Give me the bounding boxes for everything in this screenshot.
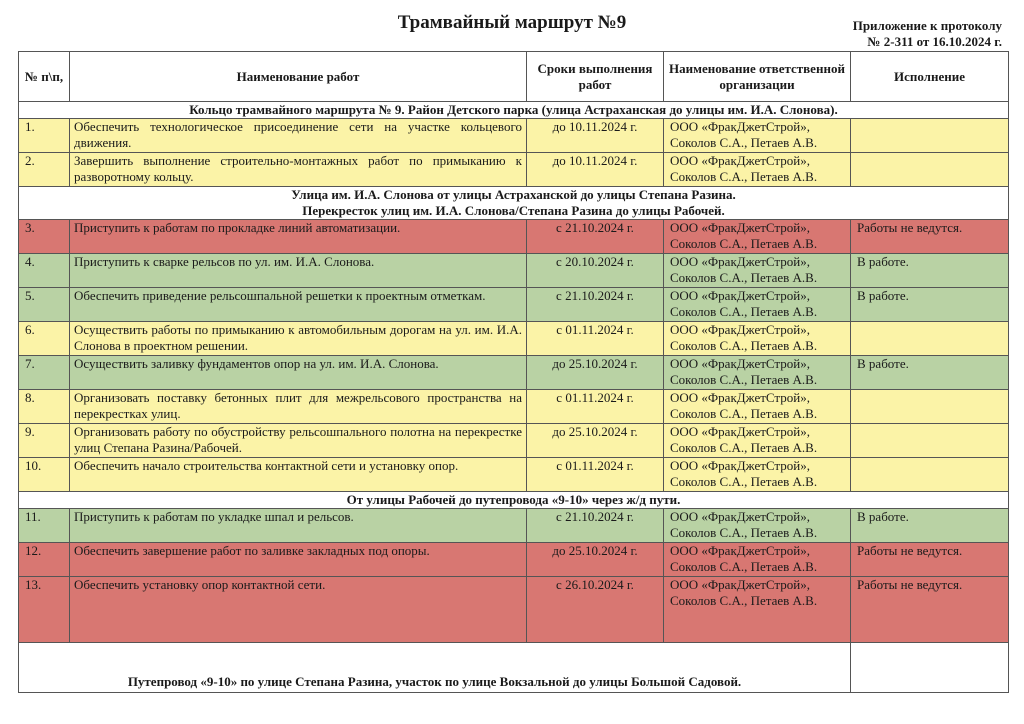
work-description: Приступить к работам по прокладке линий автоматизации. <box>70 220 527 254</box>
deadline: до 10.11.2024 г. <box>527 119 664 153</box>
work-description: Осуществить заливку фундаментов опор на ул. им. И.А. Слонова. <box>70 356 527 390</box>
responsible-org <box>664 509 851 543</box>
deadline: с 01.11.2024 г. <box>527 458 664 492</box>
responsible-org <box>664 356 851 390</box>
section-title-line: Перекресток улиц им. И.А. Слонова/Степана Разина до улицы Рабочей. <box>302 203 725 218</box>
responsible-org <box>664 254 851 288</box>
row-number: 4. <box>19 254 70 288</box>
deadline: с 20.10.2024 г. <box>527 254 664 288</box>
deadline: с 21.10.2024 г. <box>527 288 664 322</box>
row-number: 12. <box>19 543 70 577</box>
table-header-row <box>19 52 1009 102</box>
status <box>851 153 1009 187</box>
deadline: до 25.10.2024 г. <box>527 424 664 458</box>
work-description: Организовать поставку бетонных плит для межрельсового пространства на перекрестках улиц. <box>70 390 527 424</box>
row-number: 6. <box>19 322 70 356</box>
protocol-annex <box>853 18 1002 50</box>
status: В работе. <box>851 288 1009 322</box>
status: Работы не ведутся. <box>851 577 1009 643</box>
section-title-line: Улица им. И.А. Слонова от улицы Астраханской до улицы Степана Разина. <box>291 187 736 202</box>
table-row <box>19 424 1009 458</box>
org-name: ООО «ФракДжетСтрой», <box>670 577 810 592</box>
table-row <box>19 288 1009 322</box>
deadline: с 01.11.2024 г. <box>527 322 664 356</box>
responsible-org <box>664 577 851 643</box>
org-contacts: Соколов С.А., Петаев А.В. <box>670 169 818 184</box>
row-number: 10. <box>19 458 70 492</box>
table-row <box>19 254 1009 288</box>
section-title <box>19 102 1009 119</box>
org-contacts: Соколов С.А., Петаев А.В. <box>670 372 818 387</box>
responsible-org <box>664 390 851 424</box>
section-title-line: От улицы Рабочей до путепровода «9-10» через ж/д пути. <box>346 492 681 507</box>
org-name: ООО «ФракДжетСтрой», <box>670 543 810 558</box>
row-number: 8. <box>19 390 70 424</box>
status: В работе. <box>851 356 1009 390</box>
deadline: до 25.10.2024 г. <box>527 356 664 390</box>
annex-line-2: № 2-311 от 16.10.2024 г. <box>867 34 1002 49</box>
table-row <box>19 458 1009 492</box>
deadline: до 25.10.2024 г. <box>527 543 664 577</box>
work-description: Организовать работу по обустройству рельсошпального полотна на перекрестке улиц Степана Разина/Рабочей. <box>70 424 527 458</box>
deadline: с 26.10.2024 г. <box>527 577 664 643</box>
work-description: Обеспечить приведение рельсошпальной решетки к проектным отметкам. <box>70 288 527 322</box>
work-description: Обеспечить технологическое присоединение сети на участке кольцевого движения. <box>70 119 527 153</box>
work-description: Завершить выполнение строительно-монтажных работ по примыканию к разворотному кольцу. <box>70 153 527 187</box>
row-number: 11. <box>19 509 70 543</box>
org-contacts: Соколов С.А., Петаев А.В. <box>670 270 818 285</box>
work-description: Осуществить работы по примыканию к автомобильным дорогам на ул. им. И.А. Слонова в проектном решении. <box>70 322 527 356</box>
org-name: ООО «ФракДжетСтрой», <box>670 220 810 235</box>
work-description: Обеспечить завершение работ по заливке закладных под опоры. <box>70 543 527 577</box>
org-contacts: Соколов С.А., Петаев А.В. <box>670 525 818 540</box>
org-name: ООО «ФракДжетСтрой», <box>670 288 810 303</box>
table-row <box>19 509 1009 543</box>
col-header-deadline: Сроки выполнения работ <box>527 52 664 102</box>
org-contacts: Соколов С.А., Петаев А.В. <box>670 593 818 608</box>
section-header-row <box>19 643 1009 693</box>
status: Работы не ведутся. <box>851 220 1009 254</box>
org-contacts: Соколов С.А., Петаев А.В. <box>670 559 818 574</box>
row-number: 3. <box>19 220 70 254</box>
col-header-work: Наименование работ <box>70 52 527 102</box>
deadline: с 01.11.2024 г. <box>527 390 664 424</box>
work-plan-table <box>18 51 1009 693</box>
section-title: Путепровод «9-10» по улице Степана Разина, участок по улице Вокзальной до улицы Большой Садовой. <box>19 643 851 693</box>
status: В работе. <box>851 509 1009 543</box>
org-name: ООО «ФракДжетСтрой», <box>670 509 810 524</box>
col-header-num: № п\п, <box>19 52 70 102</box>
section-header-row <box>19 187 1009 220</box>
section-header-row <box>19 492 1009 509</box>
status: В работе. <box>851 254 1009 288</box>
org-name: ООО «ФракДжетСтрой», <box>670 119 810 134</box>
row-number: 7. <box>19 356 70 390</box>
row-number: 5. <box>19 288 70 322</box>
org-contacts: Соколов С.А., Петаев А.В. <box>670 474 818 489</box>
section-title-line: Кольцо трамвайного маршрута № 9. Район Детского парка (улица Астраханская до улицы им. И.А. Слонова). <box>189 102 838 117</box>
section-header-row <box>19 102 1009 119</box>
table-row <box>19 543 1009 577</box>
col-header-status: Исполнение <box>851 52 1009 102</box>
row-number: 1. <box>19 119 70 153</box>
table-row <box>19 356 1009 390</box>
org-contacts: Соколов С.А., Петаев А.В. <box>670 440 818 455</box>
section-title <box>19 492 1009 509</box>
responsible-org <box>664 458 851 492</box>
org-contacts: Соколов С.А., Петаев А.В. <box>670 304 818 319</box>
status <box>851 458 1009 492</box>
work-description: Приступить к работам по укладке шпал и рельсов. <box>70 509 527 543</box>
table-row <box>19 220 1009 254</box>
org-name: ООО «ФракДжетСтрой», <box>670 424 810 439</box>
org-name: ООО «ФракДжетСтрой», <box>670 390 810 405</box>
deadline: с 21.10.2024 г. <box>527 220 664 254</box>
row-number: 2. <box>19 153 70 187</box>
org-name: ООО «ФракДжетСтрой», <box>670 254 810 269</box>
table-row <box>19 577 1009 643</box>
row-number: 9. <box>19 424 70 458</box>
annex-line-1: Приложение к протоколу <box>852 18 1002 33</box>
responsible-org <box>664 153 851 187</box>
org-name: ООО «ФракДжетСтрой», <box>670 322 810 337</box>
table-row <box>19 322 1009 356</box>
org-contacts: Соколов С.А., Петаев А.В. <box>670 338 818 353</box>
status: Работы не ведутся. <box>851 543 1009 577</box>
status <box>851 322 1009 356</box>
table-row <box>19 119 1009 153</box>
org-name: ООО «ФракДжетСтрой», <box>670 153 810 168</box>
section-title <box>19 187 1009 220</box>
status <box>851 643 1009 693</box>
work-description: Обеспечить начало строительства контактной сети и установку опор. <box>70 458 527 492</box>
work-description: Обеспечить установку опор контактной сети. <box>70 577 527 643</box>
org-name: ООО «ФракДжетСтрой», <box>670 356 810 371</box>
col-header-org: Наименование ответственной организации <box>664 52 851 102</box>
table-body <box>19 102 1009 693</box>
table-row <box>19 390 1009 424</box>
page-title: Трамвайный маршрут №9 <box>397 12 627 33</box>
row-number: 13. <box>19 577 70 643</box>
org-name: ООО «ФракДжетСтрой», <box>670 458 810 473</box>
responsible-org <box>664 119 851 153</box>
responsible-org <box>664 322 851 356</box>
deadline: до 10.11.2024 г. <box>527 153 664 187</box>
table-row <box>19 153 1009 187</box>
org-contacts: Соколов С.А., Петаев А.В. <box>670 135 818 150</box>
org-contacts: Соколов С.А., Петаев А.В. <box>670 236 818 251</box>
responsible-org <box>664 288 851 322</box>
responsible-org <box>664 543 851 577</box>
deadline: с 21.10.2024 г. <box>527 509 664 543</box>
work-description: Приступить к сварке рельсов по ул. им. И.А. Слонова. <box>70 254 527 288</box>
org-contacts: Соколов С.А., Петаев А.В. <box>670 406 818 421</box>
status <box>851 390 1009 424</box>
responsible-org <box>664 424 851 458</box>
responsible-org <box>664 220 851 254</box>
status <box>851 424 1009 458</box>
status <box>851 119 1009 153</box>
